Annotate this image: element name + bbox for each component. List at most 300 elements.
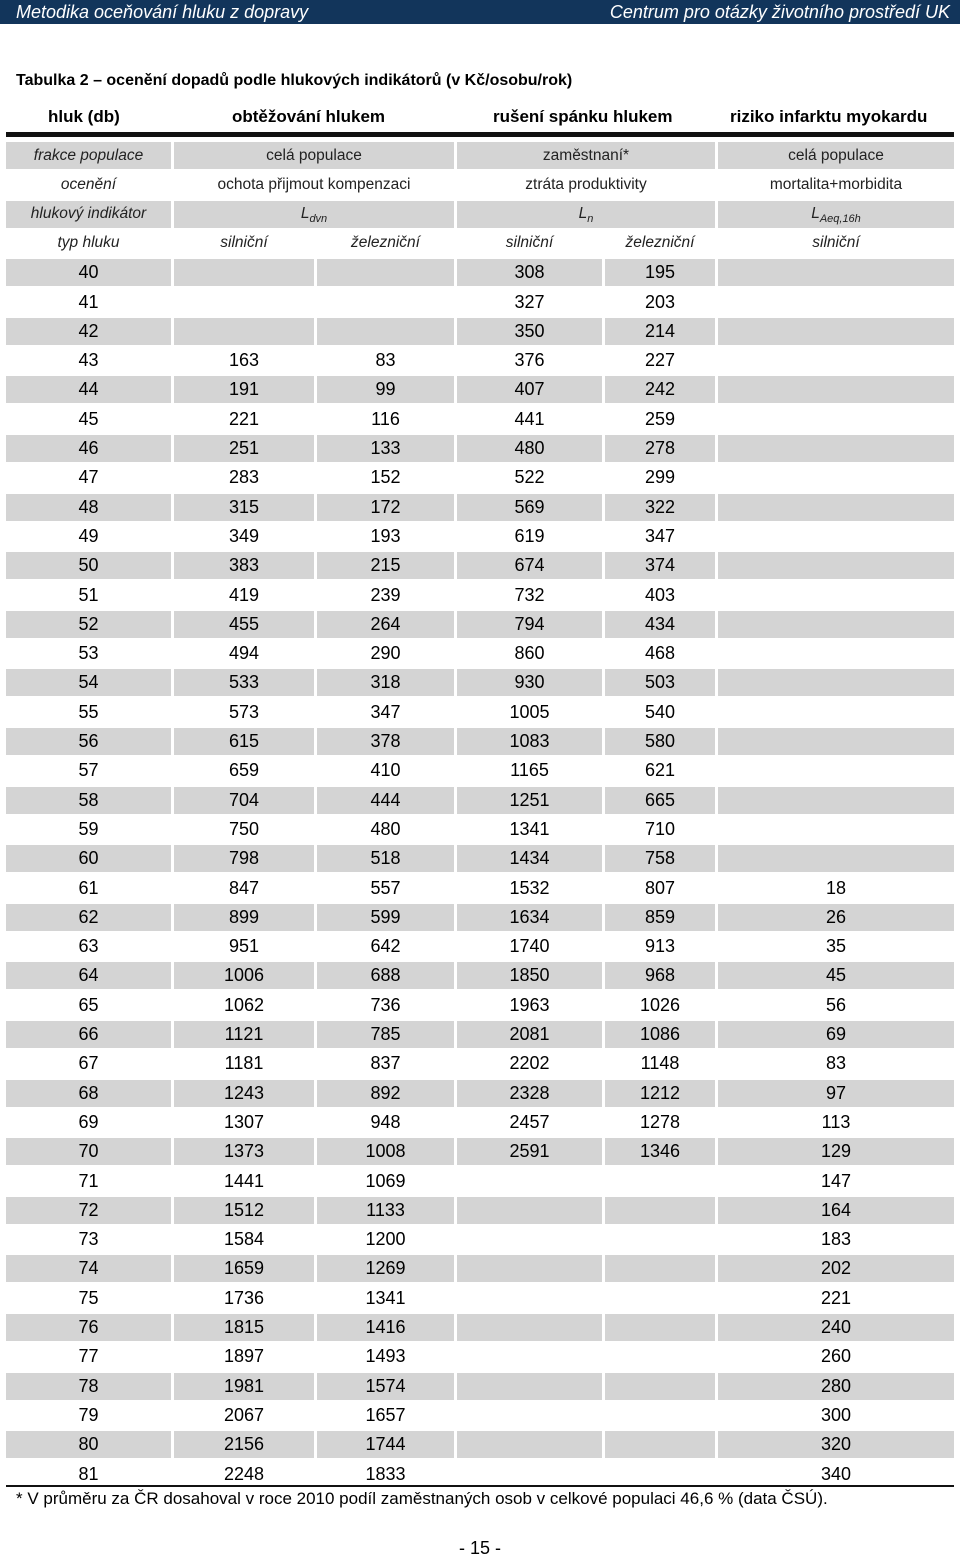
col-head-ruseni: rušení spánku hlukem bbox=[493, 107, 673, 126]
table-cell: 480 bbox=[457, 435, 602, 462]
table-cell: 221 bbox=[228, 408, 260, 429]
table-row bbox=[0, 1108, 960, 1137]
table-cell: 195 bbox=[605, 259, 715, 286]
table-cell: 99 bbox=[317, 376, 454, 403]
table-cell: 455 bbox=[174, 611, 314, 638]
table-cell: 1278 bbox=[639, 1111, 681, 1132]
table-cell: 688 bbox=[317, 962, 454, 989]
table-row bbox=[0, 1284, 960, 1313]
table-cell: 113 bbox=[821, 1111, 851, 1132]
table-row bbox=[0, 1020, 960, 1049]
table-cell: 847 bbox=[228, 877, 260, 898]
table-cell: 1346 bbox=[605, 1138, 715, 1165]
table-cell: 378 bbox=[317, 728, 454, 755]
table-row bbox=[0, 522, 960, 551]
table-cell: 76 bbox=[6, 1314, 171, 1341]
table-cell: 54 bbox=[6, 669, 171, 696]
table-cell: 704 bbox=[174, 787, 314, 814]
table-row bbox=[0, 317, 960, 346]
frakce-c: celá populace bbox=[718, 142, 954, 169]
table-row bbox=[0, 288, 960, 317]
table-cell: 299 bbox=[644, 467, 676, 488]
row-indikator bbox=[0, 200, 960, 229]
table-cell bbox=[718, 640, 954, 667]
table-cell: 403 bbox=[644, 584, 676, 605]
table-cell: 615 bbox=[174, 728, 314, 755]
table-cell: 72 bbox=[6, 1197, 171, 1224]
table-cell bbox=[317, 289, 454, 316]
table-cell: 1532 bbox=[509, 877, 550, 898]
table-row bbox=[0, 1342, 960, 1371]
table-cell: 2202 bbox=[509, 1053, 550, 1074]
table-row bbox=[0, 961, 960, 990]
table-cell: 599 bbox=[317, 904, 454, 931]
table-cell: 203 bbox=[644, 291, 676, 312]
table-cell: 129 bbox=[718, 1138, 954, 1165]
oceneni-c: mortalita+morbidita bbox=[769, 175, 903, 193]
table-cell: 18 bbox=[825, 877, 847, 898]
table-cell bbox=[605, 1373, 715, 1400]
table-cell: 46 bbox=[6, 435, 171, 462]
table-cell: 227 bbox=[644, 350, 676, 371]
table-cell: 1657 bbox=[365, 1404, 406, 1425]
table-cell bbox=[605, 1255, 715, 1282]
table-cell: 66 bbox=[6, 1021, 171, 1048]
table-cell: 45 bbox=[78, 408, 99, 429]
table-cell: 2248 bbox=[223, 1463, 265, 1484]
table-cell bbox=[718, 406, 954, 433]
table-cell: 116 bbox=[371, 408, 400, 429]
table-cell: 674 bbox=[457, 552, 602, 579]
table-cell: 518 bbox=[317, 845, 454, 872]
table-cell: 327 bbox=[514, 291, 545, 312]
table-cell: 383 bbox=[174, 552, 314, 579]
table-cell: 1251 bbox=[457, 787, 602, 814]
table-cell: 913 bbox=[644, 936, 676, 957]
table-cell: 837 bbox=[370, 1053, 401, 1074]
table-cell: 191 bbox=[174, 376, 314, 403]
page-number: - 15 - bbox=[458, 1538, 501, 1558]
table-cell bbox=[174, 289, 314, 316]
table-cell: 444 bbox=[317, 787, 454, 814]
page-header bbox=[0, 0, 960, 24]
table-cell: 557 bbox=[370, 877, 401, 898]
table-cell: 1963 bbox=[509, 994, 550, 1015]
table-cell: 251 bbox=[174, 435, 314, 462]
table-cell: 758 bbox=[605, 845, 715, 872]
table-cell: 77 bbox=[78, 1346, 99, 1367]
table-row bbox=[0, 815, 960, 844]
table-cell: 1148 bbox=[640, 1053, 680, 1074]
table-cell bbox=[718, 787, 954, 814]
table-cell bbox=[457, 1197, 602, 1224]
table-cell bbox=[718, 347, 954, 374]
table-row bbox=[0, 668, 960, 697]
header-left-title: Metodika oceňování hluku z dopravy bbox=[16, 1, 309, 22]
table-row bbox=[0, 1079, 960, 1108]
table-row bbox=[0, 991, 960, 1020]
table-cell: 61 bbox=[78, 877, 99, 898]
table-row bbox=[0, 463, 960, 492]
table-row bbox=[0, 698, 960, 727]
typ-2: železniční bbox=[351, 234, 420, 252]
table-cell: 794 bbox=[457, 611, 602, 638]
frakce-a: celá populace bbox=[174, 142, 454, 169]
table-cell: 349 bbox=[228, 525, 260, 546]
table-cell: 807 bbox=[644, 877, 676, 898]
table-cell bbox=[457, 1255, 602, 1282]
row-frakce bbox=[0, 141, 960, 170]
table-cell: 1373 bbox=[174, 1138, 314, 1165]
frakce-b: zaměstnaní* bbox=[457, 142, 715, 169]
table-cell: 79 bbox=[78, 1404, 99, 1425]
typ-1: silniční bbox=[220, 234, 268, 252]
table-row bbox=[0, 786, 960, 815]
table-cell: 1850 bbox=[457, 962, 602, 989]
table-cell: 1121 bbox=[174, 1021, 314, 1048]
table-cell: 419 bbox=[228, 584, 260, 605]
table-cell: 1512 bbox=[174, 1197, 314, 1224]
table-bottom-rule bbox=[6, 1485, 954, 1487]
typ-5: silniční bbox=[812, 234, 860, 252]
table-cell bbox=[718, 611, 954, 638]
table-cell: 147 bbox=[820, 1170, 852, 1191]
table-cell bbox=[457, 1461, 602, 1488]
table-cell: 480 bbox=[370, 818, 401, 839]
table-cell: 2591 bbox=[457, 1138, 602, 1165]
table-cell: 860 bbox=[514, 643, 545, 664]
table-cell: 64 bbox=[6, 962, 171, 989]
table-cell: 642 bbox=[370, 936, 401, 957]
typ-4: železniční bbox=[625, 234, 695, 252]
table-cell: 65 bbox=[78, 994, 99, 1015]
table-cell: 1584 bbox=[223, 1229, 265, 1250]
table-cell: 63 bbox=[78, 936, 99, 957]
table-cell bbox=[605, 1402, 715, 1429]
table-row bbox=[0, 756, 960, 785]
table-cell: 43 bbox=[78, 350, 99, 371]
table-cell: 1083 bbox=[457, 728, 602, 755]
table-cell: 73 bbox=[78, 1229, 99, 1250]
table-cell: 26 bbox=[718, 904, 954, 931]
table-cell: 1634 bbox=[457, 904, 602, 931]
indikator-c: L Aeq,16h bbox=[718, 201, 954, 228]
table-cell: 214 bbox=[605, 318, 715, 345]
table-cell: 2081 bbox=[457, 1021, 602, 1048]
table-cell: 52 bbox=[6, 611, 171, 638]
table-cell: 573 bbox=[228, 701, 260, 722]
header-right-title: Centrum pro otázky životního prostředí UK bbox=[609, 1, 950, 22]
table-cell: 70 bbox=[6, 1138, 171, 1165]
table-cell: 2457 bbox=[509, 1111, 550, 1132]
table-cell: 948 bbox=[370, 1111, 401, 1132]
table-cell: 619 bbox=[514, 525, 545, 546]
table-cell: 1434 bbox=[457, 845, 602, 872]
table-cell: 97 bbox=[718, 1080, 954, 1107]
table-cell bbox=[457, 1373, 602, 1400]
table-cell: 53 bbox=[78, 643, 99, 664]
table-cell: 710 bbox=[644, 818, 676, 839]
table-cell: 347 bbox=[370, 701, 401, 722]
table-cell: 1307 bbox=[223, 1111, 265, 1132]
table-cell: 540 bbox=[644, 701, 676, 722]
table-cell: 2328 bbox=[457, 1080, 602, 1107]
table-cell: 2067 bbox=[223, 1404, 265, 1425]
table-cell: 71 bbox=[78, 1170, 99, 1191]
column-headers bbox=[0, 103, 960, 131]
table-cell: 533 bbox=[174, 669, 314, 696]
table-cell bbox=[718, 552, 954, 579]
table-cell: 665 bbox=[605, 787, 715, 814]
table-cell bbox=[718, 845, 954, 872]
label-oceneni: ocenění bbox=[60, 175, 117, 193]
table-cell: 1133 bbox=[317, 1197, 454, 1224]
col-head-obtezovani: obtěžování hlukem bbox=[232, 107, 386, 126]
col-head-hluk: hluk (db) bbox=[48, 107, 120, 126]
table-cell: 1833 bbox=[365, 1463, 406, 1484]
table-cell: 152 bbox=[370, 467, 401, 488]
table-cell: 260 bbox=[820, 1346, 852, 1367]
table-cell: 58 bbox=[6, 787, 171, 814]
table-row bbox=[0, 346, 960, 375]
table-cell: 1181 bbox=[224, 1053, 264, 1074]
table-cell bbox=[718, 523, 954, 550]
table-cell: 1006 bbox=[174, 962, 314, 989]
table-row bbox=[0, 844, 960, 873]
table-cell: 44 bbox=[6, 376, 171, 403]
table-cell: 968 bbox=[605, 962, 715, 989]
table-cell: 259 bbox=[644, 408, 676, 429]
table-cell: 48 bbox=[6, 494, 171, 521]
table-cell: 60 bbox=[6, 845, 171, 872]
table-cell: 1740 bbox=[509, 936, 550, 957]
table-cell: 468 bbox=[644, 643, 676, 664]
table-cell: 1086 bbox=[605, 1021, 715, 1048]
label-indikator: hlukový indikátor bbox=[6, 201, 171, 228]
table-cell: 621 bbox=[644, 760, 676, 781]
label-frakce: frakce populace bbox=[6, 142, 171, 169]
table-cell bbox=[718, 728, 954, 755]
table-cell: 736 bbox=[370, 994, 401, 1015]
table-cell bbox=[718, 259, 954, 286]
table-cell: 1416 bbox=[317, 1314, 454, 1341]
table-row bbox=[0, 1401, 960, 1430]
table-cell: 41 bbox=[78, 291, 99, 312]
table-cell: 193 bbox=[370, 525, 401, 546]
table-cell bbox=[718, 669, 954, 696]
table-cell: 522 bbox=[514, 467, 545, 488]
typ-3: silniční bbox=[505, 234, 554, 252]
table-cell: 899 bbox=[174, 904, 314, 931]
table-cell: 410 bbox=[370, 760, 401, 781]
table-cell: 202 bbox=[718, 1255, 954, 1282]
table-cell bbox=[457, 1314, 602, 1341]
row-typ bbox=[0, 229, 960, 258]
table-cell: 308 bbox=[457, 259, 602, 286]
table-cell bbox=[317, 259, 454, 286]
table-cell: 1165 bbox=[510, 760, 549, 781]
table-row bbox=[0, 258, 960, 287]
table-cell: 1897 bbox=[223, 1346, 265, 1367]
table-cell bbox=[605, 1168, 715, 1195]
table-cell bbox=[718, 318, 954, 345]
table-cell: 1341 bbox=[509, 818, 550, 839]
table-cell: 239 bbox=[370, 584, 401, 605]
col-head-riziko: riziko infarktu myokardu bbox=[730, 107, 928, 126]
table-cell: 221 bbox=[820, 1287, 852, 1308]
table-cell: 183 bbox=[820, 1229, 852, 1250]
table-cell: 441 bbox=[514, 408, 545, 429]
table-cell: 49 bbox=[78, 525, 99, 546]
table-cell: 133 bbox=[317, 435, 454, 462]
table-cell: 1659 bbox=[174, 1255, 314, 1282]
table-cell: 494 bbox=[228, 643, 260, 664]
table-cell: 1815 bbox=[174, 1314, 314, 1341]
table-cell: 278 bbox=[605, 435, 715, 462]
table-row bbox=[0, 1254, 960, 1283]
table-cell: 67 bbox=[78, 1053, 99, 1074]
table-cell bbox=[457, 1226, 602, 1253]
table-cell: 163 bbox=[228, 350, 260, 371]
table-cell: 59 bbox=[78, 818, 99, 839]
table-cell: 892 bbox=[317, 1080, 454, 1107]
table-cell: 164 bbox=[718, 1197, 954, 1224]
table-cell: 1981 bbox=[174, 1373, 314, 1400]
table-cell: 240 bbox=[718, 1314, 954, 1341]
table-cell: 78 bbox=[6, 1373, 171, 1400]
table-cell bbox=[718, 582, 954, 609]
table-cell: 322 bbox=[605, 494, 715, 521]
table-row bbox=[0, 1372, 960, 1401]
table-cell: 340 bbox=[820, 1463, 852, 1484]
table-cell bbox=[174, 259, 314, 286]
table-cell: 50 bbox=[6, 552, 171, 579]
table-cell: 69 bbox=[78, 1111, 99, 1132]
table-cell bbox=[457, 1431, 602, 1458]
table-cell: 580 bbox=[605, 728, 715, 755]
table-cell bbox=[457, 1343, 602, 1370]
table-cell: 74 bbox=[6, 1255, 171, 1282]
table-row bbox=[0, 903, 960, 932]
table-cell: 2156 bbox=[174, 1431, 314, 1458]
table-cell: 407 bbox=[457, 376, 602, 403]
table-cell: 1441 bbox=[223, 1170, 265, 1191]
table-cell: 56 bbox=[825, 994, 847, 1015]
table-cell bbox=[317, 318, 454, 345]
table-cell: 350 bbox=[457, 318, 602, 345]
table-row bbox=[0, 932, 960, 961]
table-cell bbox=[718, 494, 954, 521]
table-cell: 55 bbox=[78, 701, 99, 722]
table-cell: 215 bbox=[317, 552, 454, 579]
table-cell: 318 bbox=[317, 669, 454, 696]
indikator-a: L dvn bbox=[174, 201, 454, 228]
table-cell bbox=[718, 757, 954, 784]
label-typ: typ hluku bbox=[57, 234, 120, 252]
table-cell bbox=[718, 464, 954, 491]
table-cell: 57 bbox=[78, 760, 99, 781]
table-row bbox=[0, 639, 960, 668]
table-row bbox=[0, 1313, 960, 1342]
table-cell bbox=[718, 435, 954, 462]
table-row bbox=[0, 1430, 960, 1459]
table-cell bbox=[605, 1285, 715, 1312]
table-cell: 83 bbox=[825, 1053, 847, 1074]
table-cell: 172 bbox=[317, 494, 454, 521]
oceneni-a: ochota přijmout kompenzaci bbox=[217, 175, 411, 193]
table-cell bbox=[605, 1461, 715, 1488]
table-cell: 75 bbox=[78, 1287, 99, 1308]
table-cell: 732 bbox=[514, 584, 545, 605]
table-cell: 785 bbox=[317, 1021, 454, 1048]
table-cell: 264 bbox=[317, 611, 454, 638]
table-cell: 1736 bbox=[223, 1287, 265, 1308]
table-cell: 320 bbox=[718, 1431, 954, 1458]
table-row bbox=[0, 1049, 960, 1078]
table-row bbox=[0, 405, 960, 434]
table-cell: 83 bbox=[375, 350, 396, 371]
table-cell: 35 bbox=[825, 936, 847, 957]
table-row bbox=[0, 1196, 960, 1225]
table-cell bbox=[605, 1431, 715, 1458]
table-cell bbox=[174, 318, 314, 345]
table-row bbox=[0, 1137, 960, 1166]
table-cell bbox=[718, 816, 954, 843]
table-cell: 42 bbox=[6, 318, 171, 345]
table-cell: 930 bbox=[457, 669, 602, 696]
table-cell: 798 bbox=[174, 845, 314, 872]
table-cell: 51 bbox=[78, 584, 99, 605]
table-row bbox=[0, 434, 960, 463]
table-cell: 1493 bbox=[365, 1346, 406, 1367]
table-row bbox=[0, 1225, 960, 1254]
table-row bbox=[0, 610, 960, 639]
table-cell bbox=[605, 1197, 715, 1224]
table-row bbox=[0, 551, 960, 580]
table-cell bbox=[457, 1168, 602, 1195]
table-cell bbox=[718, 289, 954, 316]
table-cell: 62 bbox=[6, 904, 171, 931]
table-cell: 750 bbox=[228, 818, 260, 839]
table-title: Tabulka 2 – ocenění dopadů podle hlukových indikátorů (v Kč/osobu/rok) bbox=[16, 72, 573, 89]
table-cell: 68 bbox=[6, 1080, 171, 1107]
table-cell: 40 bbox=[6, 259, 171, 286]
table-cell: 1005 bbox=[509, 701, 550, 722]
table-cell bbox=[457, 1402, 602, 1429]
table-cell: 1008 bbox=[317, 1138, 454, 1165]
row-oceneni bbox=[0, 170, 960, 199]
table-cell: 1212 bbox=[605, 1080, 715, 1107]
table-cell: 1744 bbox=[317, 1431, 454, 1458]
table-cell: 434 bbox=[605, 611, 715, 638]
table-cell: 80 bbox=[6, 1431, 171, 1458]
table-cell: 951 bbox=[228, 936, 260, 957]
table-cell: 315 bbox=[174, 494, 314, 521]
table-cell: 347 bbox=[644, 525, 676, 546]
footnote: * V průměru za ČR dosahoval v roce 2010 podíl zaměstnaných osob v celkové populaci 46,6 % (data ČSÚ). bbox=[16, 1489, 828, 1508]
table-cell: 1069 bbox=[365, 1170, 406, 1191]
oceneni-b: ztráta produktivity bbox=[525, 175, 647, 193]
table-cell: 283 bbox=[228, 467, 260, 488]
table-cell: 47 bbox=[78, 467, 99, 488]
table-cell bbox=[605, 1226, 715, 1253]
header-rule bbox=[6, 132, 954, 137]
indikator-b: L n bbox=[457, 201, 715, 228]
table-cell: 300 bbox=[820, 1404, 852, 1425]
table-cell: 503 bbox=[605, 669, 715, 696]
table-row bbox=[0, 727, 960, 756]
table-cell: 659 bbox=[228, 760, 260, 781]
